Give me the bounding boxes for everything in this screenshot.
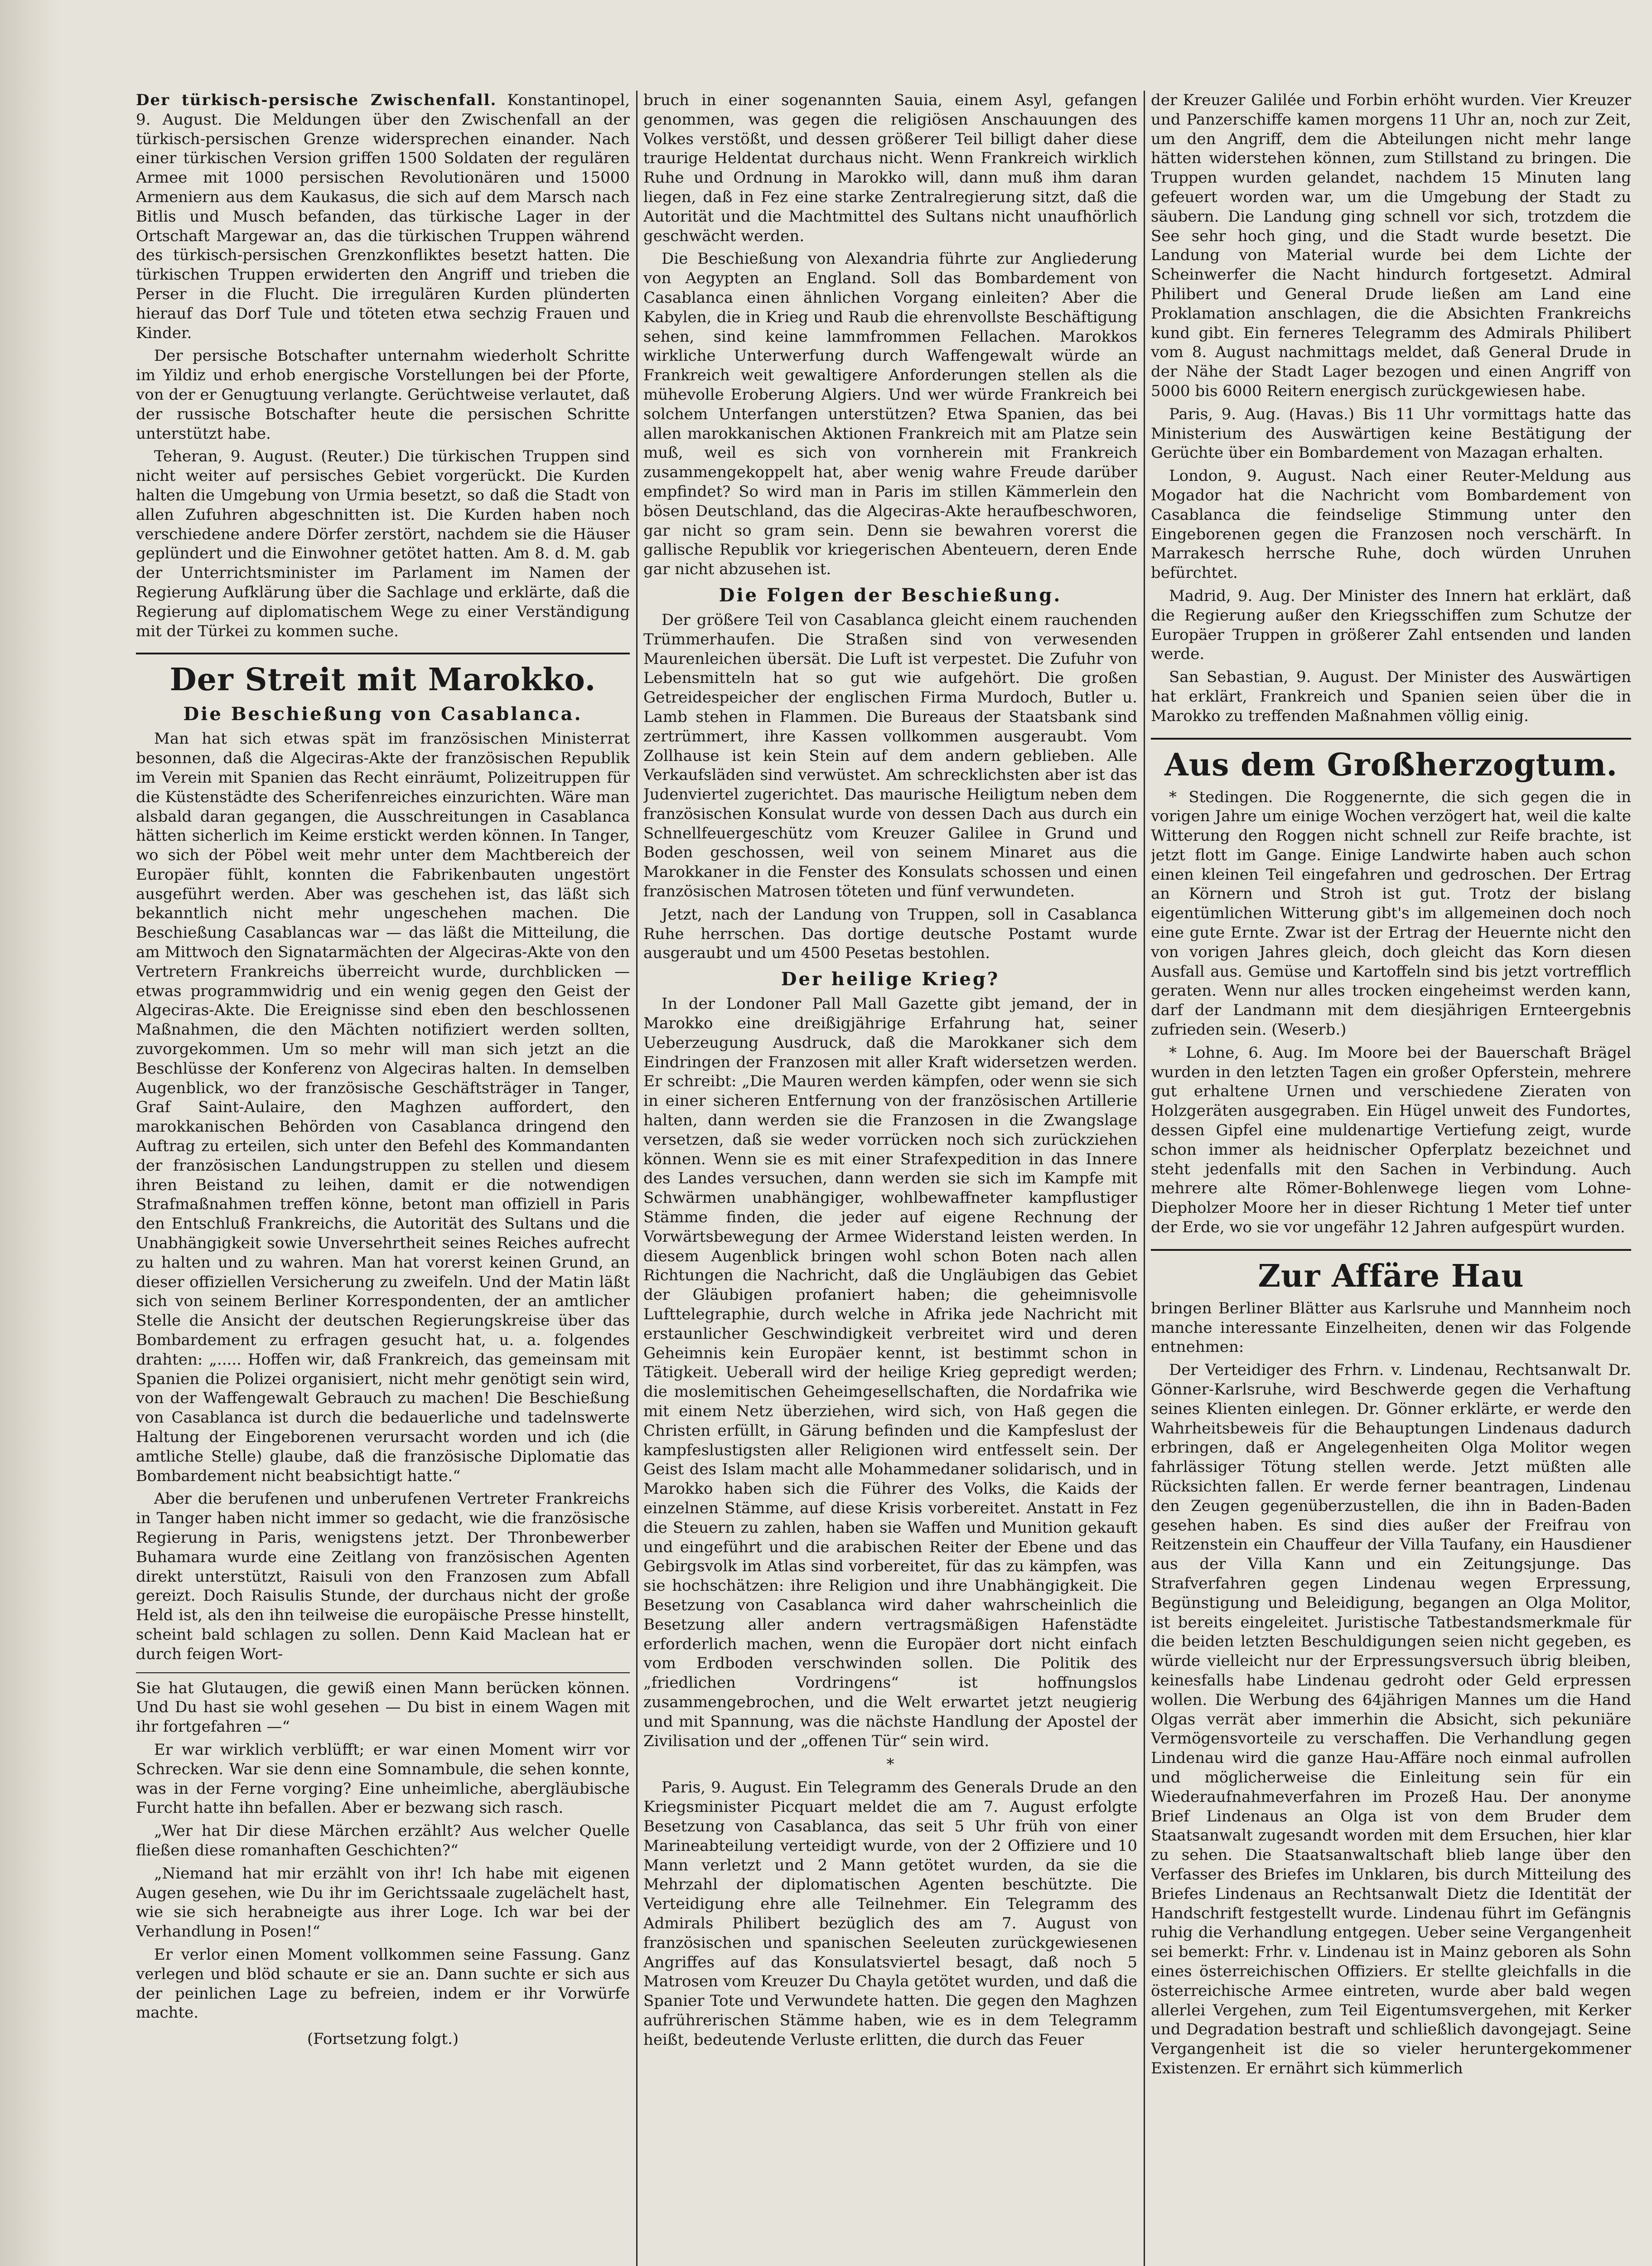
newspaper-page bbox=[136, 91, 1631, 2266]
paragraph: Der persische Botschafter unternahm wiederholt Schritte im Yildiz und erhob energische Vorstellungen bei der Pforte, von der er Genugtuung verlangte. Gerüchtweise verlautet, daß der russische Botschafter heute die persischen Schritte unterstützt habe. bbox=[136, 347, 630, 443]
paragraph: Man hat sich etwas spät im französischen Ministerrat besonnen, daß die Algeciras-Akte der französischen Republik im Verein mit Spanien das Recht einräumt, Polizeitruppen für die Küstenstädte des Scherifenreiches einzurichten. Wäre man alsbald daran gegangen, die Ausschreitungen in Casablanca hätten sicherlich im Keime erstickt werden können. In Tanger, wo sich der Pöbel weit mehr unter dem Machtbereich der Europäer fühlt, konnten die Fabrikenbauten ungestört ausgeführt werden. Aber was geschehen ist, das läßt sich bekanntlich nicht mehr ungeschehen machen. Die Beschießung Casablancas war — das läßt die Mitteilung, die am Mittwoch den Signatarmächten der Algeciras-Akte von den Vertretern Frankreichs überreicht wurde, durchblicken — etwas programmwidrig und ein wenig gegen den Geist der Algeciras-Akte. Die Ereignisse sind eben den beschlossenen Maßnahmen, die den Mächten notifiziert werden sollten, zuvorgekommen. Um so mehr will man sich jetzt an die Beschlüsse der Konferenz von Algeciras halten. In demselben Augenblick, wo der französische Geschäftsträger in Tanger, Graf Saint-Aulaire, den Maghzen auffordert, den marokkanischen Behörden von Casablanca dringend den Auftrag zu erteilen, sich unter den Befehl des Kommandanten der französischen Landungstruppen zu stellen und diesem ihren Beistand zu leihen, damit er die notwendigen Strafmaßnahmen treffen könne, betont man offiziell in Paris den Entschluß Frankreichs, die Autorität des Sultans und die Unabhängigkeit sowie Unversehrtheit seines Reiches aufrecht zu halten und zu wahren. Man hat vorerst keinen Grund, an dieser offiziellen Versicherung zu zweifeln. Und der Matin läßt sich von seinem Berliner Korrespondenten, der an amtlicher Stelle die Ansicht der deutschen Regierungskreise über das Bombardement zu erfragen gesucht hat, u. a. folgendes drahten: „..... Hoffen wir, daß Frankreich, das gemeinsam mit Spanien die Polizei organisiert, nicht mehr genötigt sein wird, von der Waffengewalt Gebrauch zu machen! Die Beschießung von Casablanca ist durch die bedauerliche und tadelnswerte Haltung der Eingeborenen verursacht worden und ich (die amtliche Stelle) glaube, daß die französische Diplomatie das Bombardement nicht beabsichtigt hatte.“ bbox=[136, 730, 630, 1485]
paragraph: Jetzt, nach der Landung von Truppen, soll in Casablanca Ruhe herrschen. Das dortige deutsche Postamt wurde ausgeraubt und um 4500 Pesetas bestohlen. bbox=[643, 905, 1137, 963]
paragraph: In der Londoner Pall Mall Gazette gibt jemand, der in Marokko eine dreißigjährige Erfahrung hat, seiner Ueberzeugung Ausdruck, daß die Marokkaner sich dem Eindringen der Franzosen mit aller Kraft widersetzen werden. Er schreibt: „Die Mauren werden kämpfen, oder wenn sie sich in einer sicheren Entfernung von der französischen Artillerie halten, dann werden sie die Franzosen in die Zwangslage versetzen, daß sie weder vorrücken noch sich zurückziehen können. Wenn sie es mit einer Strafexpedition in das Innere des Landes versuchen, dann werden sie sich im Kampfe mit Schwärmen unabhängiger, wohlbewaffneter kampflustiger Stämme finden, die jeder auf eigene Rechnung der Vorwärtsbewegung der Armee Widerstand leisten werden. In diesem Augenblick bringen wohl schon Boten nach allen Richtungen die Nachricht, daß die Ungläubigen das Gebiet der Gläubigen profaniert haben; die geheimnisvolle Lufttelegraphie, durch welche in Afrika jede Nachricht mit erstaunlicher Geschwindigkeit verbreitet wird und deren Geheimnis kein Europäer kennt, ist bestimmt schon in Tätigkeit. Ueberall wird der heilige Krieg gepredigt werden; die moslemitischen Geheimgesellschaften, die Nordafrika wie mit einem Netz überziehen, wird sich, von Haß gegen die Christen erfüllt, in Gärung befinden und die Kampfeslust der kampfeslustigsten aller Religionen wird entfesselt sein. Der Geist des Islam macht alle Mohammedaner solidarisch, und in Marokko haben sich die Führer des Volks, die Kaids der einzelnen Stämme, auf diese Krisis vorbereitet. Anstatt in Fez die Steuern zu zahlen, haben sie Waffen und Munition gekauft und eingeführt und die arabischen Reiter der Ebene und das Gebirgsvolk im Atlas sind vorbereitet, für das zu kämpfen, was sie hochschätzen: ihre Religion und ihre Unabhängigkeit. Die Besetzung von Casablanca wird daher wahrscheinlich die Besetzung aller andern vertragsmäßigen Hafenstädte erforderlich machen, wenn die Europäer dort nicht einfach vom Erdboden verschwinden sollen. Die Politik des „friedlichen Vordringens“ ist hoffnungslos zusammengebrochen, und die Welt erwartet jetzt neugierig und mit Spannung, was die nächste Handlung der Apostel der Zivilisation und der „offenen Tür“ sein wird. bbox=[643, 995, 1137, 1750]
column-2 bbox=[643, 91, 1137, 2266]
feuilleton-paragraph: „Niemand hat mir erzählt von ihr! Ich habe mit eigenen Augen gesehen, wie Du ihr im Gerichtssaale zugelächelt hast, wie sie sich herabneigte aus ihrer Loge. Ich war bei der Verhandlung in Posen!“ bbox=[136, 1864, 630, 1941]
paragraph: der Kreuzer Galilée und Forbin erhöht wurden. Vier Kreuzer und Panzerschiffe kamen morgens 11 Uhr an, noch zur Zeit, um den Angriff, dem die Abteilungen nicht mehr lange hätten widerstehen können, zum Stillstand zu bringen. Die Truppen wurden gelandet, nachdem 15 Minuten lang gefeuert worden war, um die Umgebung der Stadt zu säubern. Die Landung ging schnell vor sich, trotzdem die See sehr hoch ging, und die Stadt wurde besetzt. Die Landung von Material wurde bei dem Lichte der Scheinwerfer die Nacht hindurch fortgesetzt. Admiral Philibert und General Drude ließen am Land eine Proklamation anschlagen, die die Absichten Frankreichs kund gibt. Ein ferneres Telegramm des Admirals Philibert vom 8. August nachmittags meldet, daß General Drude in der Nähe der Stadt Lager bezogen und einen Angriff von 5000 bis 6000 Reitern energisch zurückgewiesen habe. bbox=[1151, 91, 1631, 400]
paragraph: Madrid, 9. Aug. Der Minister des Innern hat erklärt, daß die Regierung außer den Kriegsschiffen zum Schutze der Europäer Truppen in größerer Zahl entsenden und landen werde. bbox=[1151, 586, 1631, 663]
article-lead: Der türkisch-persische Zwischenfall. bbox=[136, 91, 497, 109]
headline-grossherzogtum: Aus dem Großherzogtum. bbox=[1164, 746, 1618, 783]
paragraph: * Lohne, 6. Aug. Im Moore bei der Bauerschaft Brägel wurden in den letzten Tagen ein großer Opferstein, mehrere gut erhaltene Urnen und verschiedene Zieraten von Holzgeräten ausgegraben. Ein Hügel unweit des Fundortes, dessen Gipfel eine muldenartige Vertiefung zeigt, wurde schon immer als heidnischer Opferplatz bezeichnet und steht jedenfalls mit den Sachen in Verbindung. Auch mehrere alte Römer-Bohlenwege liegen vom Lohne-Diepholzer Moore her in dieser Richtung 1 Meter tief unter der Erde, wo sie vor ungefähr 12 Jahren aufgespürt wurden. bbox=[1151, 1043, 1631, 1237]
scan-margin bbox=[0, 0, 59, 2266]
feuilleton-paragraph: „Wer hat Dir diese Märchen erzählt? Aus welcher Quelle fließen diese romanhaften Geschichten?“ bbox=[136, 1822, 630, 1859]
subhead-heilige-krieg: Der heilige Krieg? bbox=[781, 968, 1000, 990]
paragraph: Der Verteidiger des Frhrn. v. Lindenau, Rechtsanwalt Dr. Gönner-Karlsruhe, wird Beschwerde gegen die Verhaftung seines Klienten einlegen. Dr. Gönner erklärte, er werde den Wahrheitsbeweis für die Behauptungen Lindenaus dadurch erbringen, daß er Angelegenheiten Olga Molitor wegen fahrlässiger Tötung stellen werde. Jetzt müßten alle Rücksichten fallen. Er werde ferner beantragen, Lindenau den Zeugen gegenüberzustellen, die ihn in Baden-Baden gesehen haben. Es sind dies außer der Freifrau von Reitzenstein ein Chauffeur der Villa Taufany, ein Hausdiener aus der Villa Kann und ein Zeitungsjunge. Das Strafverfahren gegen Lindenau wegen Erpressung, Begünstigung und Beleidigung, begangen an Olga Molitor, ist bereits eingeleitet. Juristische Tatbestandsmerkmale für die beiden letzten Beschuldigungen seien nicht gegeben, es würde vielleicht nur der Erpressungsversuch übrig bleiben, keinesfalls habe Lindenau gedroht oder Geld erpressen wollen. Die Werbung des 64jährigen Mannes um die Hand Olgas verrät aber immerhin die Absicht, sich pekuniäre Vermögensvorteile zu verschaffen. Die Verhandlung gegen Lindenau wird die ganze Hau-Affäre noch einmal aufrollen und möglicherweise die Einleitung sein für ein Wiederaufnahmeverfahren im Prozeß Hau. Der anonyme Brief Lindenaus an Olga ist von dem Bruder dem Staatsanwalt zugesandt worden mit dem Ersuchen, hier klar zu sehen. Die Staatsanwaltschaft blieb lange über den Verfasser des Briefes im Unklaren, bis durch Mitteilung des Briefes Lindenaus an Rechtsanwalt Dietz die Identität der Handschrift festgestellt wurde. Lindenau führt im Gefängnis ruhig die Verhandlung entgegen. Ueber seine Vergangenheit sei bemerkt: Frhr. v. Lindenau ist in Mainz geboren als Sohn eines österreichischen Offiziers. Er stellte gleichfalls in die österreichische Armee eintreten, wurde aber bald wegen allerlei Vergehen, zum Teil Eigentumsvergehen, mit Kerker und Degradation bestraft und schließlich davongejagt. Seine Vergangenheit ist die so vieler heruntergekommener Existenzen. Er ernährt sich kümmerlich bbox=[1151, 1361, 1631, 2077]
paragraph: Teheran, 9. August. (Reuter.) Die türkischen Truppen sind nicht weiter auf persisches Gebiet vorgerückt. Die Kurden halten die Umgebung von Urmia besetzt, so daß die Stadt von allen Zufuhren abgeschnitten ist. Die Kurden haben noch verschiedene andere Dörfer zerstört, nachdem sie die Häuser geplündert und die Einwohner getötet hatten. Am 8. d. M. gab der Unterrichtsminister im Parlament im Namen der Regierung Aufklärung über die Sachlage und erklärte, daß die Regierung auf diplomatischem Wege zu einer Verständigung mit der Türkei zu kommen suche. bbox=[136, 447, 630, 640]
feuilleton-paragraph: Er verlor einen Moment vollkommen seine Fassung. Ganz verlegen und blöd schaute er sie an. Dann suchte er sich aus der peinlichen Lage zu befreien, indem er ihr Vorwürfe machte. bbox=[136, 1945, 630, 2022]
paragraph: Aber die berufenen und unberufenen Vertreter Frankreichs in Tanger haben nicht immer so gedacht, wie die französische Regierung in Paris, wenigstens jetzt. Der Thronbewerber Buhamara wurde eine Zeitlang von französischen Agenten direkt unterstützt, Raisuli von den Franzosen zum Abfall gereizt. Doch Raisulis Stunde, der durchaus nicht der große Held ist, als den ihn teilweise die europäische Presse hinstellt, scheint bald schlagen zu sollen. Denn Kaid Maclean hat er durch feigen Wort- bbox=[136, 1490, 630, 1663]
paragraph: London, 9. August. Nach einer Reuter-Meldung aus Mogador hat die Nachricht vom Bombardement von Casablanca die feindselige Stimmung unter den Eingeborenen gegen die Franzosen noch verschärft. In Marrakesch herrsche Ruhe, doch würden Unruhen befürchtet. bbox=[1151, 467, 1631, 582]
paragraph: Konstantinopel, 9. August. Die Meldungen über den Zwischenfall an der türkisch-persischen Grenze widersprechen einander. Nach einer türkischen Version griffen 1500 Soldaten der regulären Armee mit 1000 persischen Revolutionären und 15000 Armeniern aus dem Kaukasus, die sich auf dem Marsch nach Bitlis und Musch befanden, das türkische Lager in der Ortschaft Margewar an, das die türkischen Truppen während des türkisch-persischen Grenzkonfliktes besetzt hatten. Die türkischen Truppen erwiderten den Angriff und trieben die Perser in die Flucht. Die irregulären Kurden plünderten hierauf das Dorf Tule und töteten etwa sechzig Frauen und Kinder. bbox=[136, 91, 630, 342]
feuilleton-paragraph: Sie hat Glutaugen, die gewiß einen Mann berücken können. Und Du hast sie wohl gesehen — Du bist in einem Wagen mit ihr fortgefahren —“ bbox=[136, 1679, 630, 1736]
feuilleton-paragraph: Er war wirklich verblüfft; er war einen Moment wirr vor Schrecken. War sie denn eine Somnambule, die sehen konnte, was in der Ferne vorging? Eine unheimliche, abergläubische Furcht hatte ihn befallen. Aber er bezwang sich rasch. bbox=[136, 1740, 630, 1817]
subhead-folgen: Die Folgen der Beschießung. bbox=[719, 584, 1062, 606]
article-turkish-persian bbox=[136, 91, 630, 343]
paragraph: Paris, 9. August. Ein Telegramm des Generals Drude an den Kriegsminister Picquart meldet die am 7. August erfolgte Besetzung von Casablanca, das seit 5 Uhr früh von einer Marineabteilung verteidigt wurde, von der 2 Offiziere und 10 Mann verletzt und 2 Mann getötet wurden, da sie die Mehrzahl der diplomatischen Agenten beschützte. Die Verteidigung ehre alle Teilnehmer. Ein Telegramm des Admirals Philibert bezüglich des am 7. August von französischen und spanischen Seeleuten zurückgewiesenen Angriffes auf das Konsulatsviertel besagt, daß noch 5 Matrosen vom Kreuzer Du Chayla getötet wurden, und daß die Spanier Tote und Verwundete hatten. Die gegen den Maghzen aufrührerischen Stämme haben, wie es in dem Telegramm heißt, bedeutende Verluste erlitten, die durch das Feuer bbox=[643, 1778, 1137, 2049]
column-rule-1 bbox=[636, 91, 638, 2266]
headline-marokko: Der Streit mit Marokko. bbox=[169, 662, 596, 698]
paragraph: bringen Berliner Blätter aus Karlsruhe und Mannheim noch manche interessante Einzelheiten, denen wir das Folgende entnehmen: bbox=[1151, 1299, 1631, 1356]
section-divider bbox=[136, 653, 630, 654]
section-divider bbox=[1151, 1249, 1631, 1251]
paragraph: bruch in einer sogenannten Sauia, einem Asyl, gefangen genommen, was gegen die religiösen Anschauungen des Volkes verstößt, und dessen größerer Teil billigt daher diese traurige Heldentat durchaus nicht. Wenn Frankreich wirklich Ruhe und Ordnung in Marokko will, dann muß ihm daran liegen, daß in Fez eine starke Zentralregierung sitzt, daß die Autorität und die Machtmittel des Sultans nicht unaufhörlich geschwächt werden. bbox=[643, 91, 1137, 245]
paragraph: Paris, 9. Aug. (Havas.) Bis 11 Uhr vormittags hatte das Ministerium des Auswärtigen keine Bestätigung der Gerüchte über ein Bombardement von Mazagan erhalten. bbox=[1151, 405, 1631, 462]
subhead-casablanca: Die Beschießung von Casablanca. bbox=[183, 703, 583, 725]
section-divider bbox=[1151, 738, 1631, 740]
paragraph: San Sebastian, 9. August. Der Minister des Auswärtigen hat erklärt, Frankreich und Spanien seien über die in Marokko zu treffenden Maßnahmen völlig einig. bbox=[1151, 668, 1631, 725]
paragraph: Der größere Teil von Casablanca gleicht einem rauchenden Trümmerhaufen. Die Straßen sind von verwesenden Maurenleichen übersät. Die Luft ist verpestet. Die Zufuhr von Lebensmitteln hat so gut wie aufgehört. Die großen Getreidespeicher der englischen Firma Murdoch, Butler u. Lamb stehen in Flammen. Die Bureaus der Staatsbank sind zertrümmert, ihre Kassen vollkommen ausgeraubt. Vom Zollhause ist kein Stein auf dem andern geblieben. Alle Verkaufsläden sind verwüstet. Am schrecklichsten aber ist das Judenviertel zugerichtet. Das maurische Heiligtum neben dem französischen Konsulat wurde von dessen Dach aus durch ein Schnellfeuergeschütz vom Kreuzer Galilee in Grund und Boden geschossen, weil von seinem Minaret aus die Marokkaner in die Fenster des Konsulats schossen und einen französischen Matrosen töteten und fünf verwundeten. bbox=[643, 610, 1137, 901]
column-1 bbox=[136, 91, 630, 2266]
column-rule-2 bbox=[1144, 91, 1145, 2266]
separator-star: * bbox=[886, 1755, 894, 1774]
column-3 bbox=[1151, 91, 1631, 2266]
headline-affaere-hau: Zur Affäre Hau bbox=[1258, 1258, 1524, 1294]
feuilleton-divider bbox=[136, 1672, 630, 1673]
paragraph: * Stedingen. Die Roggenernte, die sich gegen die in vorigen Jahre um einige Wochen verzögert hat, weil die kalte Witterung den Roggen nicht schnell zur Reife brachte, ist jetzt flott im Gange. Einige Landwirte haben auch schon einen kleinen Teil eingefahren und gedroschen. Der Ertrag an Körnern und Stroh ist gut. Trotz der bislang eigentümlichen Witterung gibt's im allgemeinen doch noch eine gute Ernte. Zwar ist der Ertrag der Heuernte nicht den von vorigen Jahres gleich, doch gleicht das Korn diesen Ausfall aus. Gemüse und Kartoffeln sind bis jetzt vortrefflich geraten. Wenn nur alles trocken eingeheimst werden kann, darf der Landmann mit dem diesjährigen Ernteergebnis zufrieden sein. (Weserb.) bbox=[1151, 788, 1631, 1039]
paragraph: Die Beschießung von Alexandria führte zur Angliederung von Aegypten an England. Soll das Bombardement von Casablanca einen ähnlichen Vorgang einleiten? Aber die Kabylen, die in Krieg und Raub die ehrenvollste Beschäftigung sehen, sind keine lammfrommen Fellachen. Marokkos wirkliche Unterwerfung durch Waffengewalt würde an Frankreich weit gewaltigere Anforderungen stellen als die mühevolle Eroberung Algiers. Und wer würde Frankreich bei solchem Unterfangen unterstützen? Etwa Spanien, das bei allen marokkanischen Aktionen Frankreich mit am Platze sein muß, weil es sich von vornherein mit Frankreich zusammengekoppelt hat, aber wenig wahre Freude darüber empfindet? So wird man in Paris im stillen Kämmerlein den bösen Deutschland, das die Algeciras-Akte heraufbeschworen, gar nicht so gram sein. Denn sie bewahren vorerst die gallische Republik vor kriegerischen Abenteuern, deren Ende gar nicht abzusehen ist. bbox=[643, 250, 1137, 579]
continuation-note: (Fortsetzung folgt.) bbox=[307, 2030, 459, 2048]
